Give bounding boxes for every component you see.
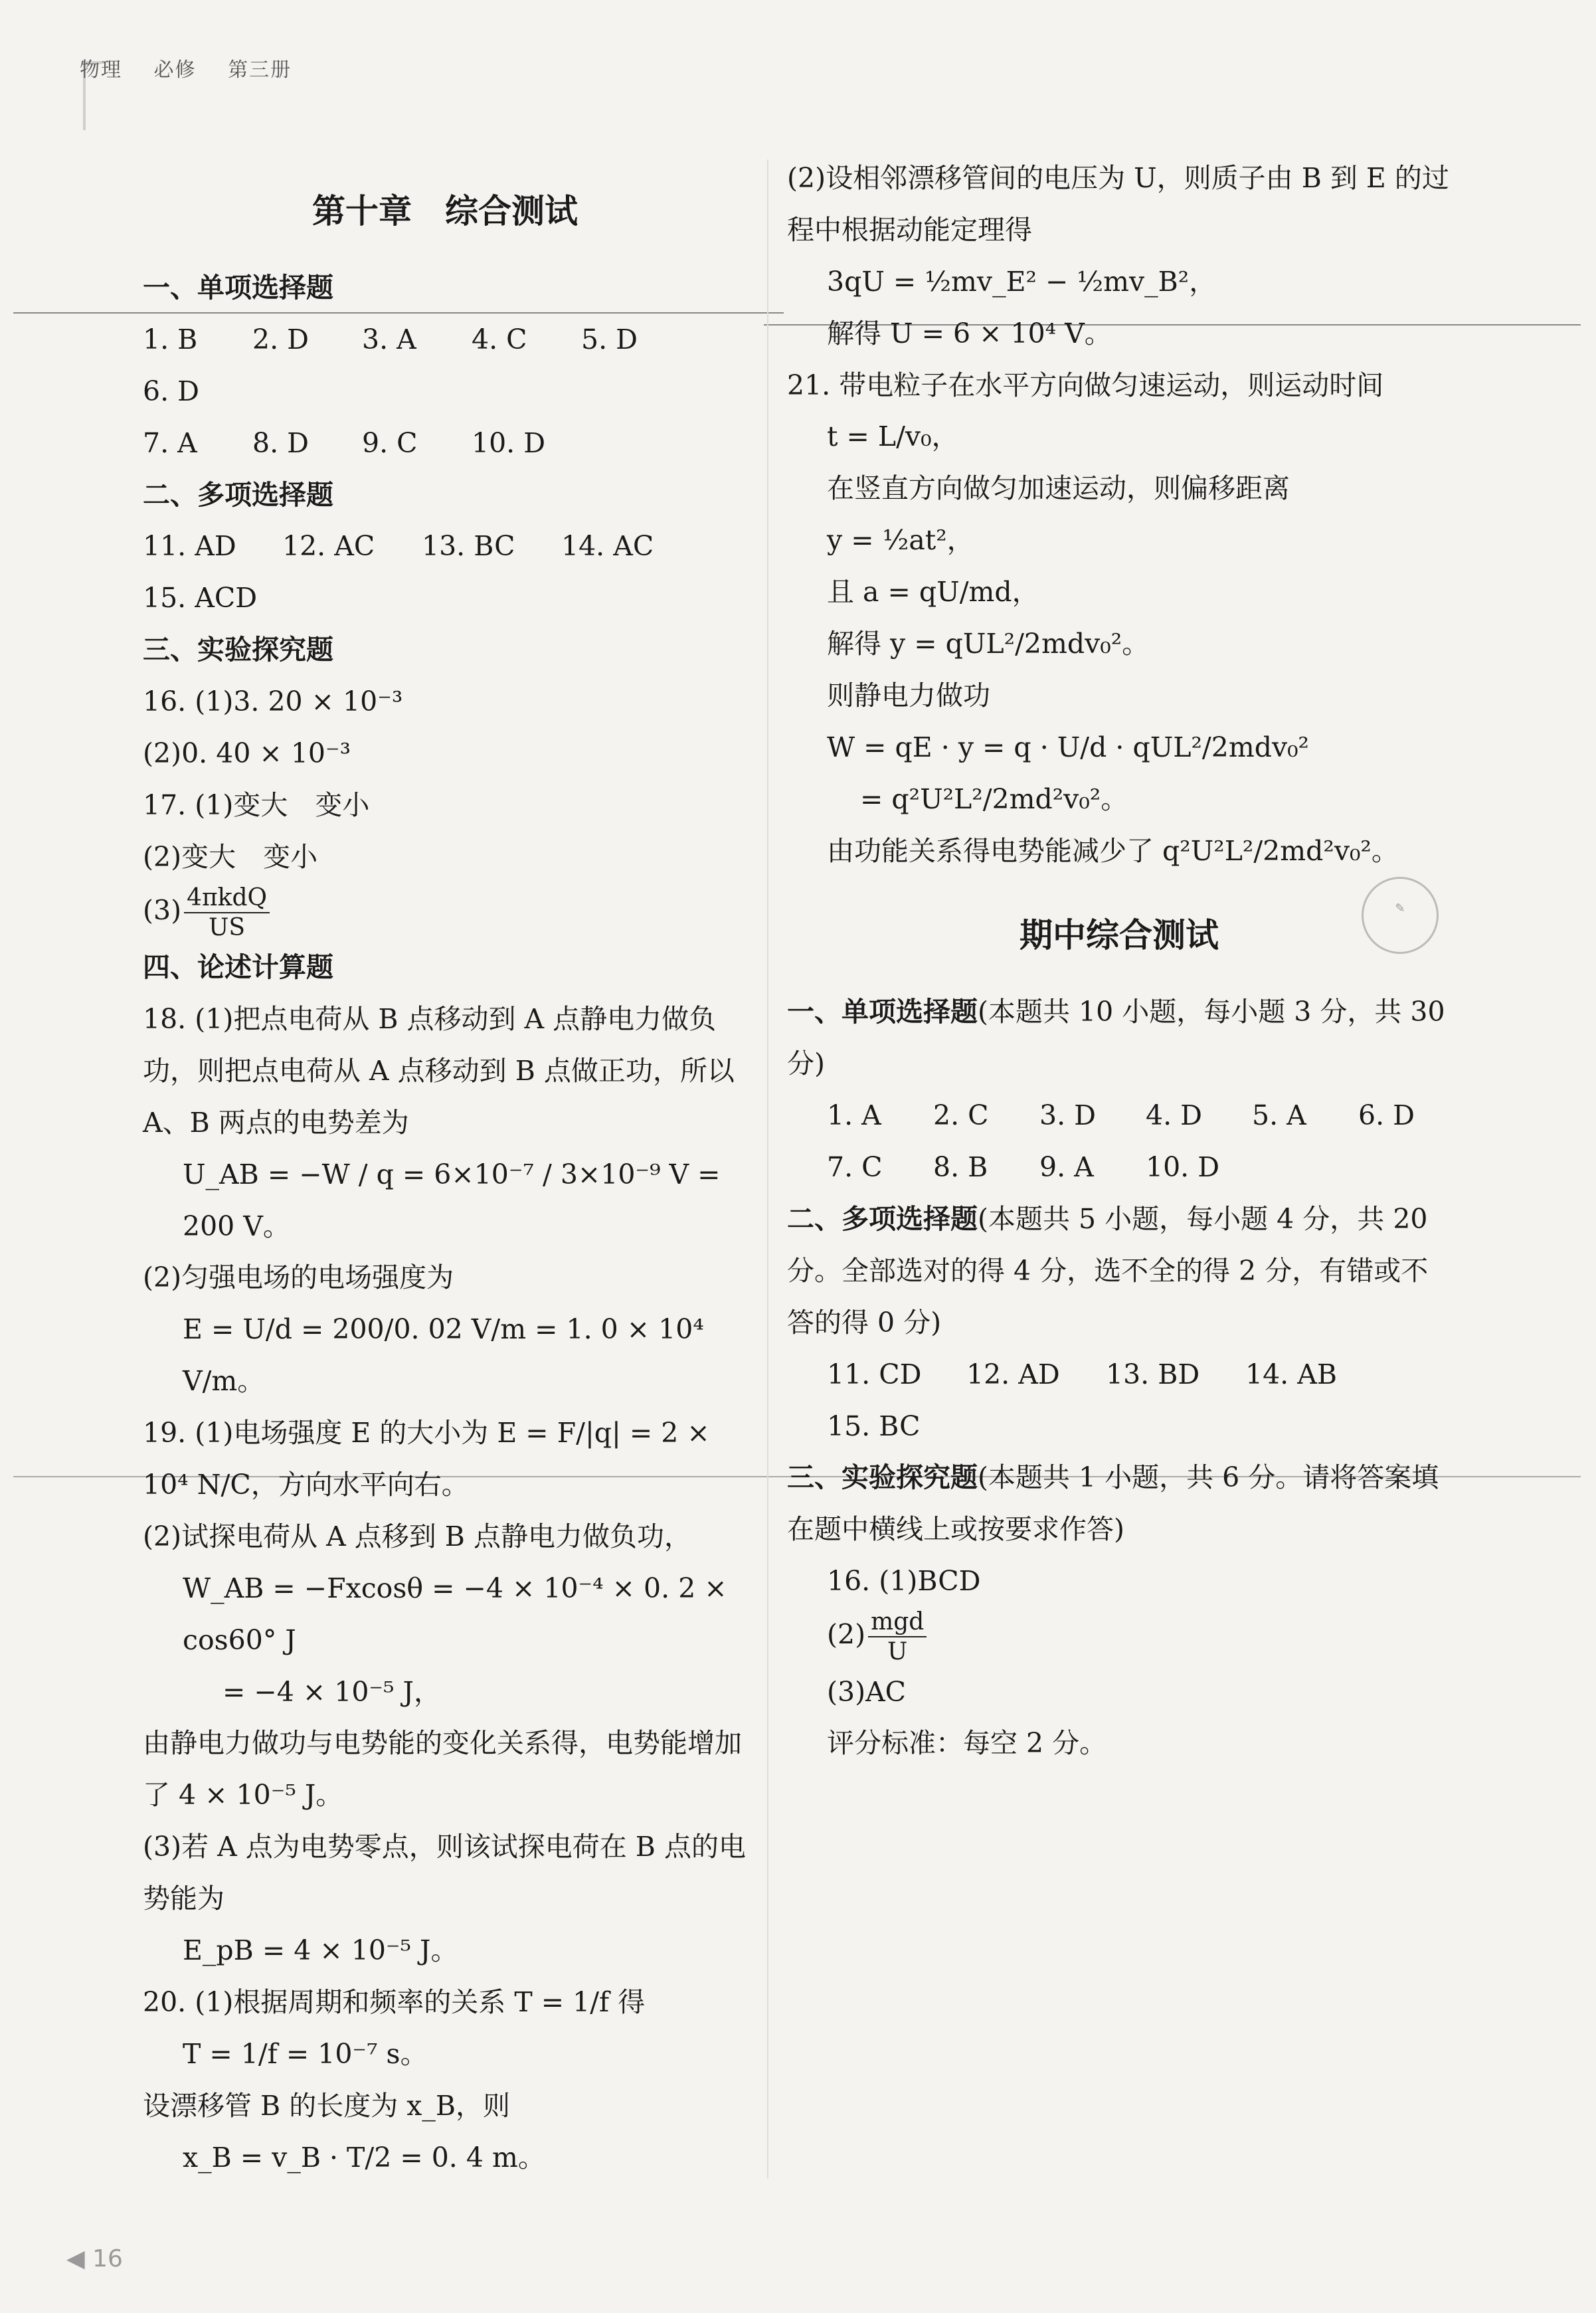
q18-text2: (2)匀强电场的电场强度为 (143, 1261, 454, 1294)
chapter-title: 第十章 综合测试 (312, 191, 578, 231)
numerator: mgd (868, 1608, 927, 1637)
q19-equation1: W_AB = −Fxcosθ = −4 × 10⁻⁴ × 0. 2 × cos60° J (183, 1572, 727, 1656)
answer-row (787, 1142, 1451, 1194)
q17-part1: 17. (1)变大 变小 (143, 788, 370, 821)
work-equation1: W = qE · y = q · U/d · qUL²/2mdv₀² (827, 731, 1309, 763)
watermark-stamp: ✎ (1362, 877, 1439, 954)
page-number: ◀ 16 (66, 2245, 123, 2272)
q21-text: 21. 带电粒子在水平方向做匀速运动，则运动时间 (787, 369, 1384, 401)
midterm-section2 (787, 1194, 1451, 1349)
midterm-section3 (787, 1452, 1451, 1556)
result-y: 解得 y = qUL²/2mdv₀²。 (827, 628, 1150, 660)
q19-text2: (2)试探电荷从 A 点移到 B 点静电力做负功， (143, 1520, 691, 1552)
q19-text4: (3)若 A 点为电势零点，则该试探电荷在 B 点的电势能为 (143, 1831, 746, 1915)
section-note: (本题共 10 小题，每小题 3 分，共 30 分) (787, 996, 1445, 1080)
answer: 1. A (827, 1099, 881, 1132)
answer: 11. CD (827, 1358, 922, 1390)
result-u: 解得 U = 6 × 10⁴ V。 (827, 317, 1112, 349)
answer: 4. C (472, 323, 527, 355)
q17-label: (3) (143, 894, 182, 927)
q20-equation2: x_B = v_B · T/2 = 0. 4 m。 (183, 2141, 545, 2174)
answer-row (143, 521, 747, 573)
section-note: (本题共 1 小题，共 6 分。请将答案填在题中横线上或按要求作答) (787, 1461, 1439, 1546)
column-divider (767, 159, 768, 2179)
q17-part3 (143, 883, 747, 942)
answer: 3. D (1039, 1099, 1097, 1132)
q18-equation: U_AB = −W / q = 6×10⁻⁷ / 3×10⁻⁹ V = 200 V。 (183, 1158, 721, 1242)
header-volume: 第三册 (228, 58, 292, 82)
q19-text: 19. (1)电场强度 E 的大小为 E = F/|q| = 2 × 10⁴ N/C，方向水平向右。 (143, 1417, 710, 1501)
q20-part2: (2)设相邻漂移管间的电压为 U，则质子由 B 到 E 的过程中根据动能定理得 (787, 162, 1449, 246)
section-heading: 四、论述计算题 (143, 951, 333, 984)
q19-text3: 由静电力做功与电势能的变化关系得，电势能增加了 4 × 10⁻⁵ J。 (143, 1727, 742, 1811)
answer: 4. D (1146, 1099, 1203, 1132)
q20-text: 20. (1)根据周期和频率的关系 T = 1/f 得 (143, 1986, 646, 2018)
work-equation2: = q²U²L²/2md²v₀²。 (860, 783, 1128, 815)
numerator: 4πkdQ (184, 883, 270, 913)
work-text: 则静电力做功 (827, 679, 990, 711)
answer-row (143, 418, 747, 470)
q18-equation2: E = U/d = 200/0. 02 V/m = 1. 0 × 10⁴ V/m。 (183, 1313, 704, 1398)
header-subject: 物理 (80, 58, 122, 82)
denominator: U (887, 1638, 908, 1666)
m16-part3: (3)AC (827, 1675, 907, 1708)
fraction (184, 883, 270, 942)
time-equation: t = L/v₀， (827, 420, 959, 453)
answer: 14. AC (561, 530, 654, 563)
answer: 8. B (933, 1151, 988, 1184)
denominator: US (209, 913, 246, 941)
q19-equation3: E_pB = 4 × 10⁻⁵ J。 (183, 1934, 458, 1966)
answer-row (143, 314, 747, 418)
q21-text2: 在竖直方向做匀加速运动，则偏移距离 (827, 472, 1290, 505)
midterm-title: 期中综合测试 (1020, 915, 1219, 955)
answer: 3. A (362, 323, 416, 355)
q19-equation2: = −4 × 10⁻⁵ J， (222, 1675, 441, 1708)
answer: 7. A (143, 426, 197, 459)
section-heading: 三、实验探究题 (787, 1461, 978, 1494)
answer: 12. AC (282, 530, 375, 563)
answer: 2. D (252, 323, 310, 355)
scoring-note: 评分标准：每空 2 分。 (827, 1727, 1107, 1760)
m16-part2 (787, 1608, 1451, 1666)
page-header (80, 53, 315, 82)
section-heading: 二、多项选择题 (143, 478, 333, 511)
answer: 8. D (252, 426, 310, 459)
answer: 15. BC (827, 1410, 921, 1442)
q17-part2: (2)变大 变小 (143, 840, 318, 873)
page-number-text: 16 (92, 2245, 123, 2272)
answer: 14. AB (1245, 1358, 1337, 1390)
answer: 6. D (1358, 1099, 1415, 1132)
answer: 13. BC (422, 530, 515, 563)
answer: 9. C (362, 426, 418, 459)
energy-conclusion: 由功能关系得电势能减少了 q²U²L²/2md²v₀²。 (827, 834, 1399, 867)
answer: 12. AD (966, 1358, 1060, 1390)
left-column (143, 179, 747, 2183)
answer-row (787, 1090, 1451, 1142)
answer: 5. D (581, 323, 638, 355)
section-heading: 一、单项选择题 (787, 996, 978, 1028)
section-heading: 二、多项选择题 (787, 1203, 978, 1236)
answer: 10. D (472, 426, 546, 459)
acceleration-equation: 且 a = qU/md， (827, 576, 1039, 608)
displacement-equation: y = ½at²， (827, 524, 974, 557)
fraction (868, 1608, 927, 1666)
answer: 10. D (1146, 1151, 1220, 1184)
m16-part1: 16. (1)BCD (827, 1565, 981, 1598)
right-column (787, 153, 1451, 1770)
energy-equation: 3qU = ½mv_E² − ½mv_B²， (827, 265, 1217, 298)
answer: 1. B (143, 323, 198, 355)
section-heading: 一、单项选择题 (143, 272, 333, 304)
answer: 15. ACD (143, 582, 258, 614)
q20-equation1: T = 1/f = 10⁻⁷ s。 (183, 2037, 428, 2070)
header-course: 必修 (153, 58, 197, 82)
q18-text: 18. (1)把点电荷从 B 点移动到 A 点静电力做负功，则把点电荷从 A 点移动到 B 点做正功，所以 A、B 两点的电势差为 (143, 1002, 735, 1139)
section-heading: 三、实验探究题 (143, 634, 333, 666)
answer: 5. A (1252, 1099, 1306, 1132)
answer: 7. C (827, 1151, 883, 1184)
section-note: (本题共 5 小题，每小题 4 分，共 20 分。全部选对的得 4 分，选不全的得 2 分，有错或不答的得 0 分) (787, 1203, 1429, 1339)
answer: 9. A (1039, 1151, 1094, 1184)
answer: 2. C (933, 1099, 989, 1132)
q16-part2: (2)0. 40 × 10⁻³ (143, 737, 351, 770)
answer-row (787, 1349, 1451, 1401)
m16-label: (2) (827, 1618, 866, 1651)
midterm-section1 (787, 986, 1451, 1090)
q20-text2: 设漂移管 B 的长度为 x_B，则 (143, 2089, 510, 2122)
answer: 11. AD (143, 530, 236, 563)
q16-part1: 16. (1)3. 20 × 10⁻³ (143, 686, 403, 718)
answer: 6. D (143, 375, 200, 407)
answer: 13. BD (1106, 1358, 1200, 1390)
